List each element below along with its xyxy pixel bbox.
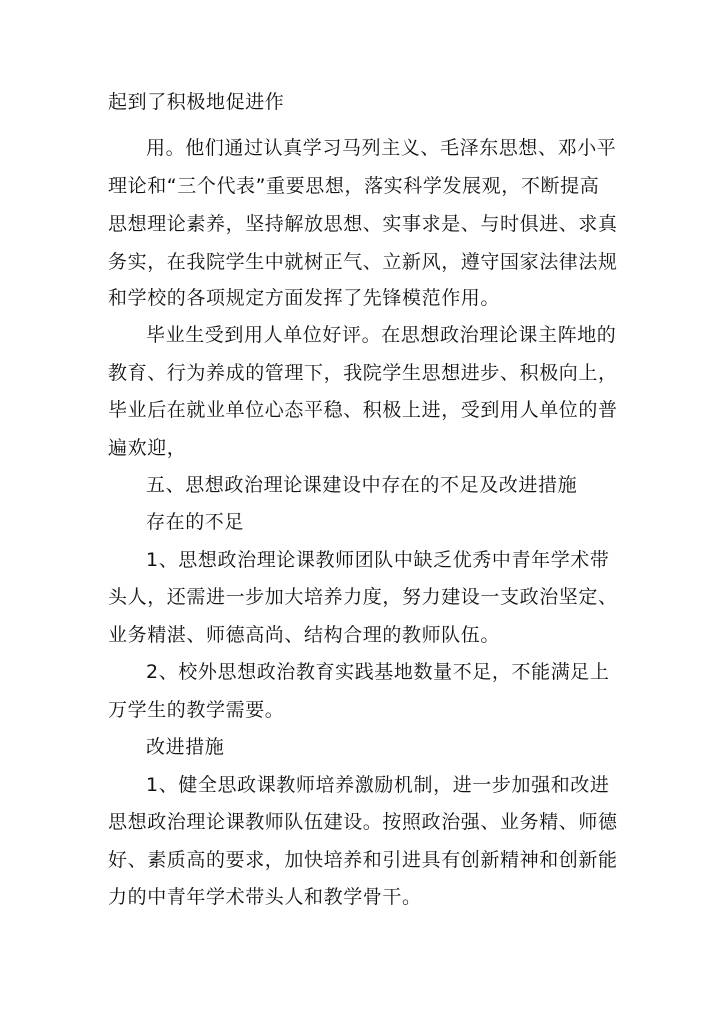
text-line: 思想政治理论课教师队伍建设。按照政治强、业务精、师德 [108, 811, 618, 833]
text-line: 思想理论素养，坚持解放思想、实事求是、与时俱进、求真 [108, 213, 618, 235]
text-line: 起到了积极地促进作 [108, 91, 285, 113]
text-line: 力的中青年学术带头人和教学骨干。 [108, 886, 422, 908]
section-heading: 五、思想政治理论课建设中存在的不足及改进措施 [146, 474, 578, 496]
text-line: 和学校的各项规定方面发挥了先锋模范作用。 [108, 287, 501, 309]
text-line: 1、健全思政课教师培养激励机制，进一步加强和改进 [146, 774, 610, 796]
text-line: 好、素质高的要求，加快培养和引进具有创新精神和创新能 [108, 849, 618, 871]
text-line: 务实，在我院学生中就树正气、立新风，遵守国家法律法规 [108, 251, 618, 273]
subsection-heading: 改进措施 [146, 736, 225, 758]
text-line: 教育、行为养成的管理下，我院学生思想进步、积极向上， [108, 362, 618, 384]
text-line: 用。他们通过认真学习马列主义、毛泽东思想、邓小平 [146, 137, 617, 159]
text-line: 遍欢迎， [108, 437, 187, 459]
text-line: 理论和“三个代表”重要思想，落实科学发展观，不断提高 [108, 175, 600, 197]
text-line: 1、思想政治理论课教师团队中缺乏优秀中青年学术带 [146, 549, 610, 571]
text-line: 业务精湛、师德高尚、结构合理的教师队伍。 [108, 624, 501, 646]
subsection-heading: 存在的不足 [146, 511, 245, 533]
text-line: 头人，还需进一步加大培养力度，努力建设一支政治坚定、 [108, 586, 618, 608]
text-line: 2、校外思想政治教育实践基地数量不足，不能满足上 [146, 661, 610, 683]
text-line: 毕业生受到用人单位好评。在思想政治理论课主阵地的 [146, 324, 617, 346]
text-line: 万学生的教学需要。 [108, 699, 285, 721]
text-line: 毕业后在就业单位心态平稳、积极上进，受到用人单位的普 [108, 399, 618, 421]
